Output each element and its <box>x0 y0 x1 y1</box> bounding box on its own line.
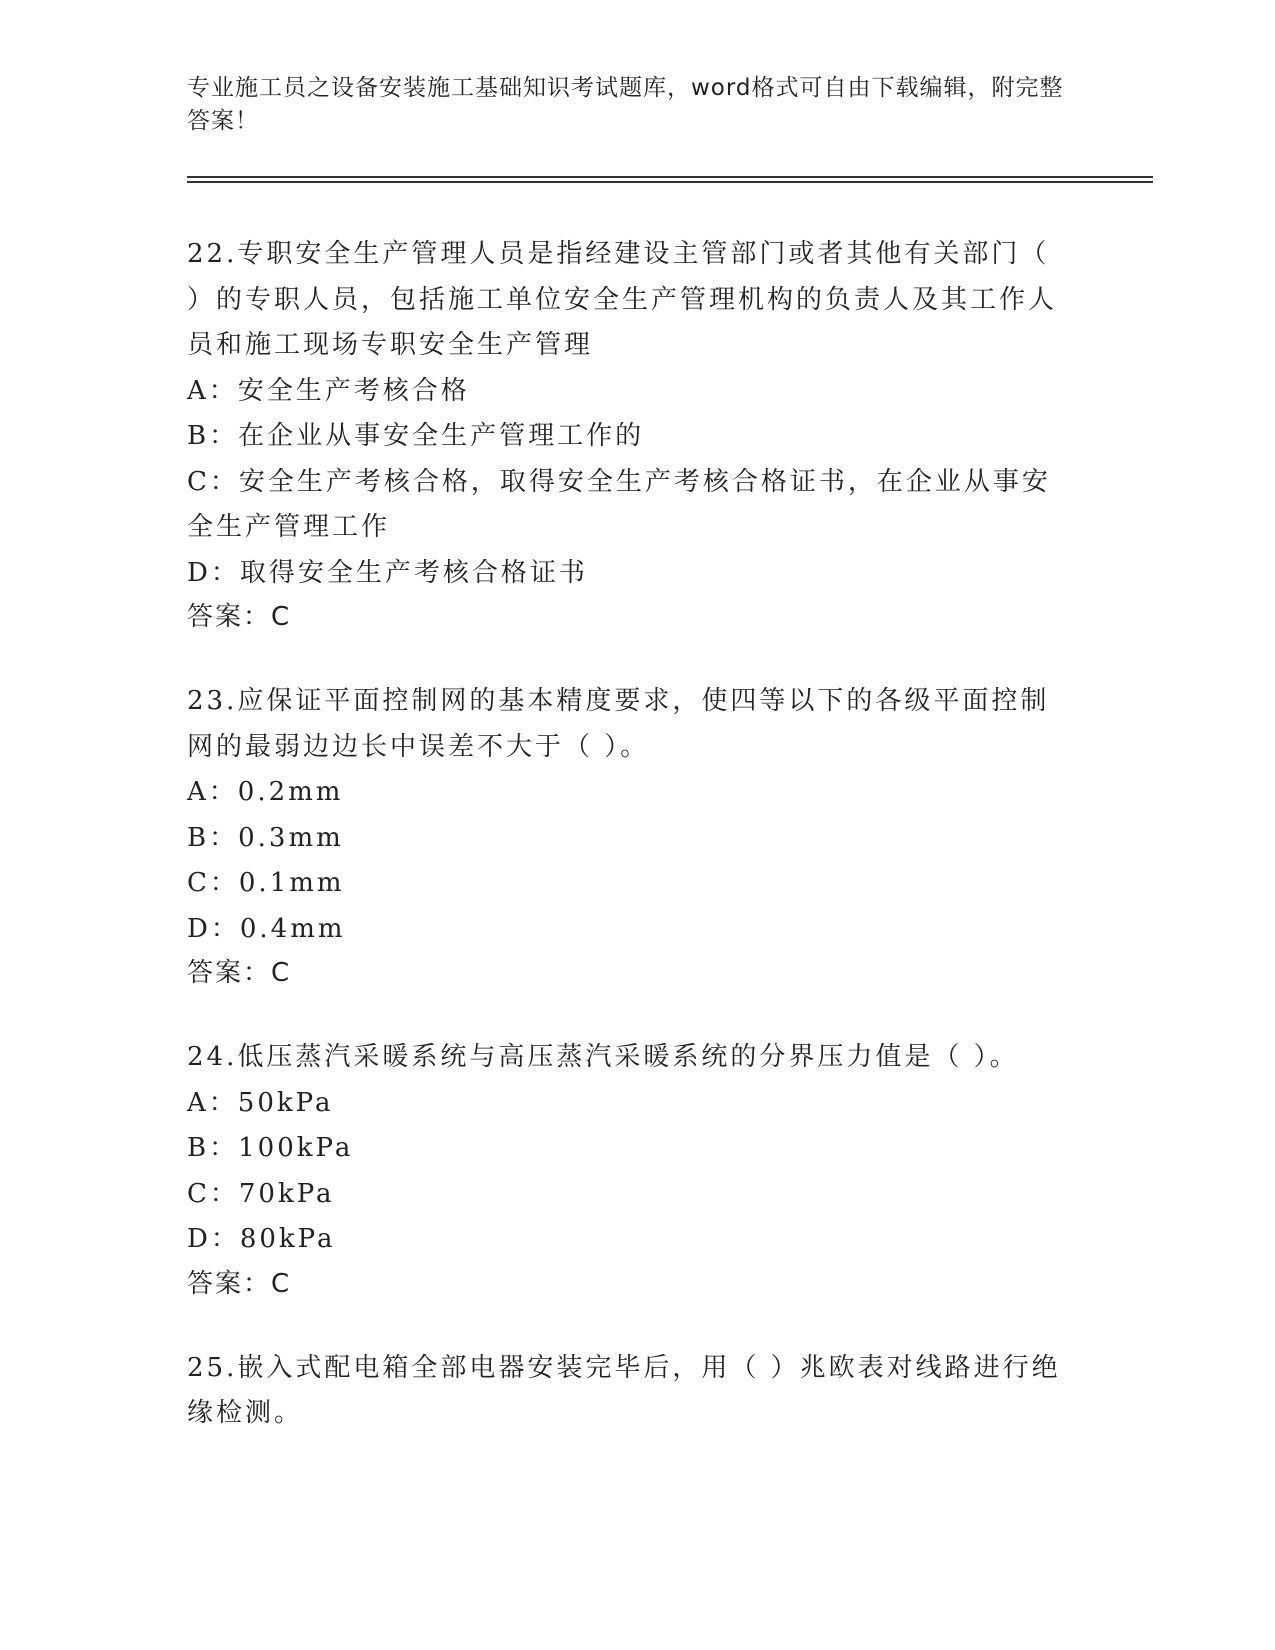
answer: 答案：C <box>187 958 292 988</box>
page-header: 专业施工员之设备安装施工基础知识考试题库，word格式可自由下载编辑，附完整答案！ <box>187 75 1064 134</box>
option-b: B：在企业从事安全生产管理工作的 <box>187 421 645 451</box>
option-b: B：100kPa <box>187 1133 354 1163</box>
question-22 <box>187 232 1067 638</box>
question-stem: 22.专职安全生产管理人员是指经建设主管部门或者其他有关部门（ ）的专职人员，包括施工单位安全生产管理机构的负责人及其工作人员和施工现场专职安全生产管理 <box>187 239 1058 360</box>
question-23 <box>187 679 1067 994</box>
question-stem: 24.低压蒸汽采暖系统与高压蒸汽采暖系统的分界压力值是（ ）。 <box>187 1042 1019 1072</box>
question-stem: 23.应保证平面控制网的基本精度要求，使四等以下的各级平面控制网的最弱边边长中误差不大于（ ）。 <box>187 686 1050 762</box>
question-24 <box>187 1035 1067 1305</box>
option-c: C：70kPa <box>187 1178 335 1209</box>
option-c: C：0.1mm <box>187 868 345 898</box>
header-divider-bottom <box>187 181 1153 183</box>
option-a: A：50kPa <box>187 1087 334 1118</box>
option-b: B：0.3mm <box>187 822 344 853</box>
option-a: A：安全生产考核合格 <box>187 375 470 406</box>
option-a: A：0.2mm <box>187 777 344 807</box>
answer: 答案：C <box>187 602 292 632</box>
option-c: C：安全生产考核合格，取得安全生产考核合格证书，在企业从事安全生产管理工作 <box>187 466 1051 542</box>
answer: 答案：C <box>187 1268 292 1299</box>
option-d: D：80kPa <box>187 1224 336 1254</box>
question-25 <box>187 1346 1067 1437</box>
option-d: D：0.4mm <box>187 913 346 944</box>
question-stem: 25.嵌入式配电箱全部电器安装完毕后，用（ ）兆欧表对线路进行绝缘检测。 <box>187 1352 1061 1428</box>
question-list <box>187 232 1067 1478</box>
header-divider-top <box>187 176 1153 178</box>
option-d: D：取得安全生产考核合格证书 <box>187 557 588 588</box>
